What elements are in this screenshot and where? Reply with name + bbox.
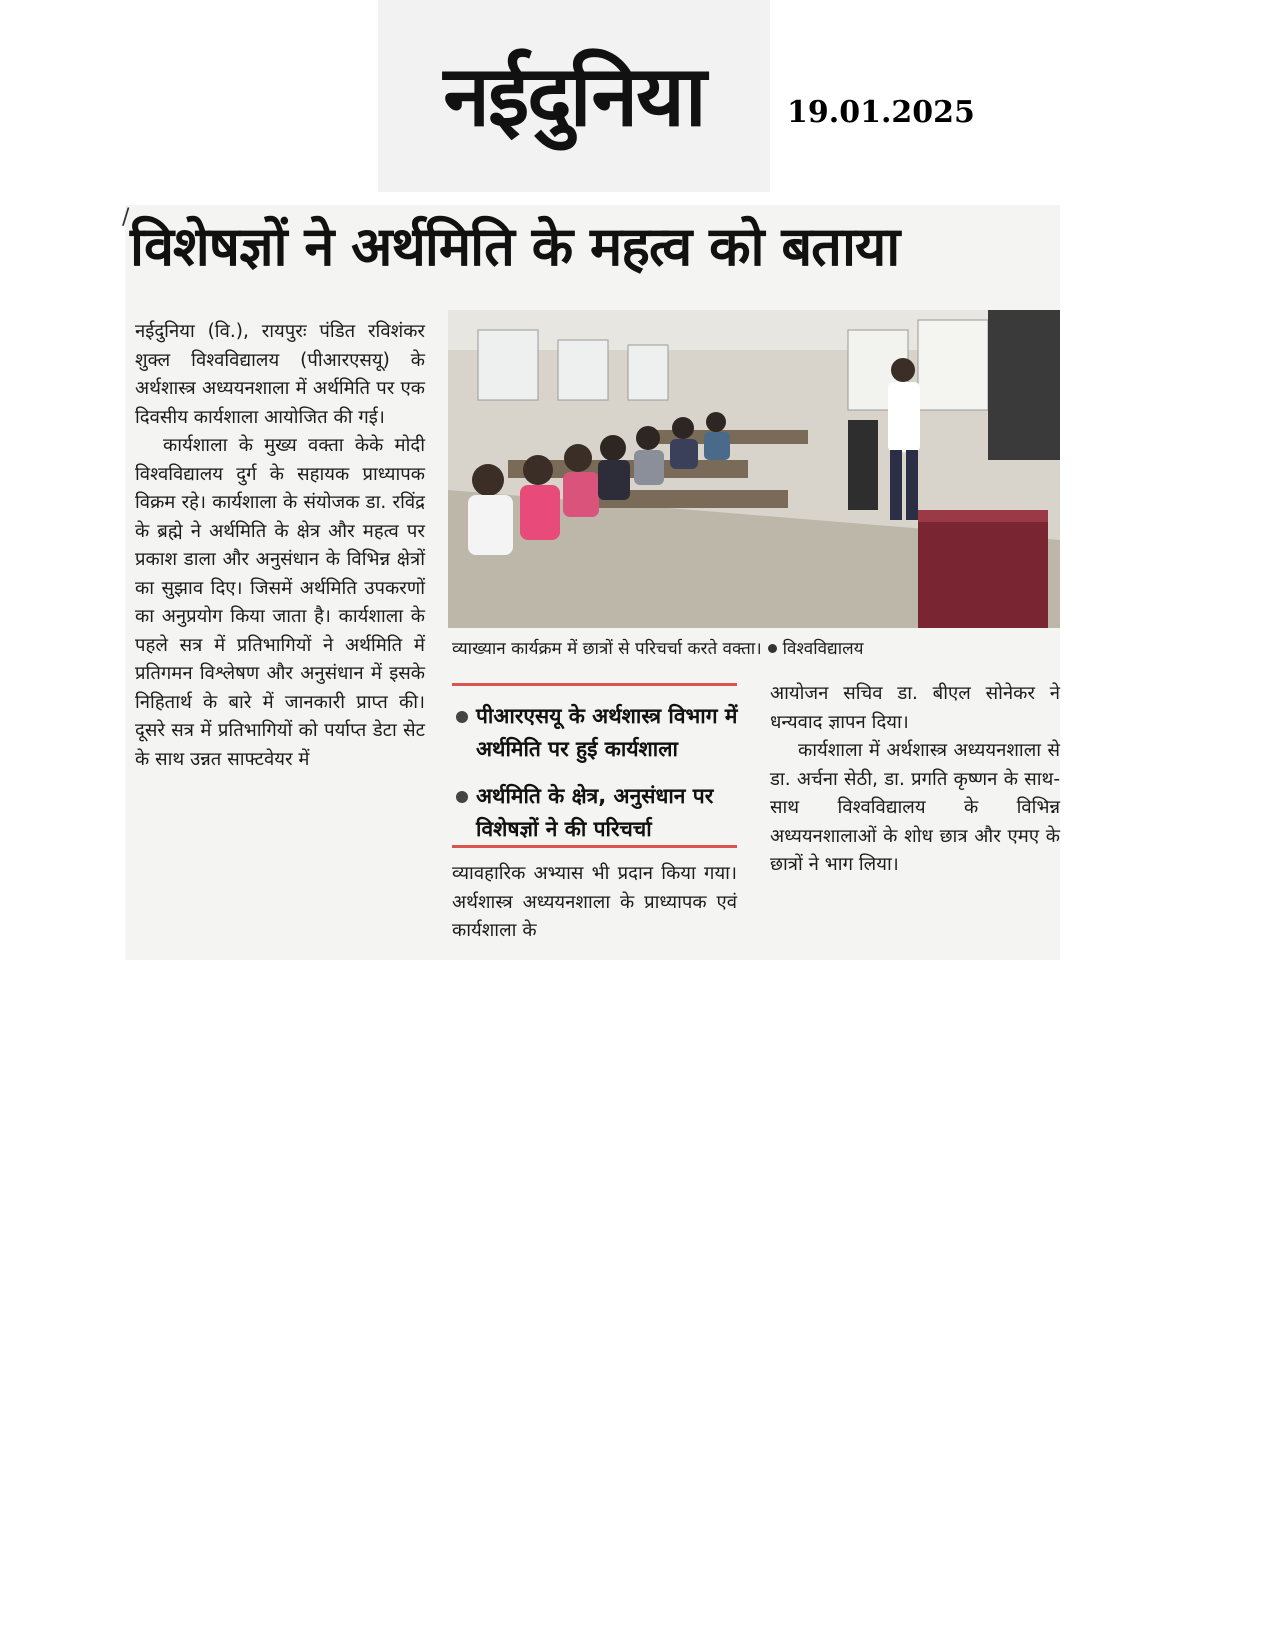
photo-caption	[452, 636, 1062, 659]
highlight-text: पीआरएसयू के अर्थशास्त्र विभाग में अर्थमिति पर हुई कार्यशाला	[476, 704, 738, 761]
article-highlights	[452, 700, 742, 860]
highlights-top-rule	[452, 683, 737, 686]
masthead-title: नईदुनिया	[443, 47, 705, 145]
article-column-1	[135, 318, 425, 774]
paragraph: आयोजन सचिव डा. बीएल सोनेकर ने धन्यवाद ज्ञापन दिया।	[770, 683, 1060, 733]
classroom-photo	[448, 310, 1060, 628]
paragraph: नईदुनिया (वि.), रायपुरः पंडित रविशंकर शुक्ल विश्वविद्यालय (पीआरएसयू) के अर्थशास्त्र अध्ययनशाला में अर्थमिति पर एक दिवसीय कार्यशाला आयोजित की गई।	[135, 321, 425, 428]
highlights-bottom-rule	[452, 845, 737, 848]
paragraph: कार्यशाला के मुख्य वक्ता केके मोदी विश्वविद्यालय दुर्ग के सहायक प्राध्यापक विक्रम रहे। कार्यशाला के संयोजक डा. रविंद्र के ब्रह्मे ने अर्थमिति के क्षेत्र और महत्व पर प्रकाश डाला और अनुसंधान के विभिन्न क्षेत्रों का सुझाव दिए। जिसमें अर्थमिति उपकरणों का अनुप्रयोग किया जाता है। कार्यशाला के पहले सत्र में प्रतिभागियों ने अर्थमिति में प्रतिगमन विश्लेषण और अनुसंधान में इसके निहितार्थ के बारे में जानकारी प्राप्त की। दूसरे सत्र में प्रतिभागियों को पर्याप्त डेटा सेट के साथ उन्नत साफ्टवेयर में	[135, 435, 425, 770]
bullet-dot-icon	[768, 644, 777, 653]
publication-date: 19.01.2025	[787, 95, 975, 130]
masthead	[378, 0, 770, 192]
highlight-item	[452, 780, 742, 846]
highlight-text: अर्थमिति के क्षेत्र, अनुसंधान पर विशेषज्ञों ने की परिचर्चा	[476, 784, 714, 841]
article-column-3	[770, 680, 1060, 880]
article-column-2	[452, 860, 737, 946]
bullet-dot-icon	[456, 791, 468, 803]
paragraph: व्यावहारिक अभ्यास भी प्रदान किया गया। अर्थशास्त्र अध्ययनशाला के प्राध्यापक एवं कार्यशाला के	[452, 863, 737, 941]
photo-credit: विश्वविद्यालय	[782, 639, 864, 659]
bullet-dot-icon	[456, 711, 468, 723]
caption-text: व्याख्यान कार्यक्रम में छात्रों से परिचर्चा करते वक्ता।	[452, 639, 762, 659]
article-headline: विशेषज्ञों ने अर्थमिति के महत्व को बताया	[130, 215, 900, 278]
paragraph: कार्यशाला में अर्थशास्त्र अध्ययनशाला से डा. अर्चना सेठी, डा. प्रगति कृष्णन के साथ-साथ विश्वविद्यालय के विभिन्न अध्ययनशालाओं के शोध छात्र और एमए के छात्रों ने भाग लिया।	[770, 740, 1060, 875]
highlight-item	[452, 700, 742, 766]
pen-mark: /	[122, 205, 130, 230]
